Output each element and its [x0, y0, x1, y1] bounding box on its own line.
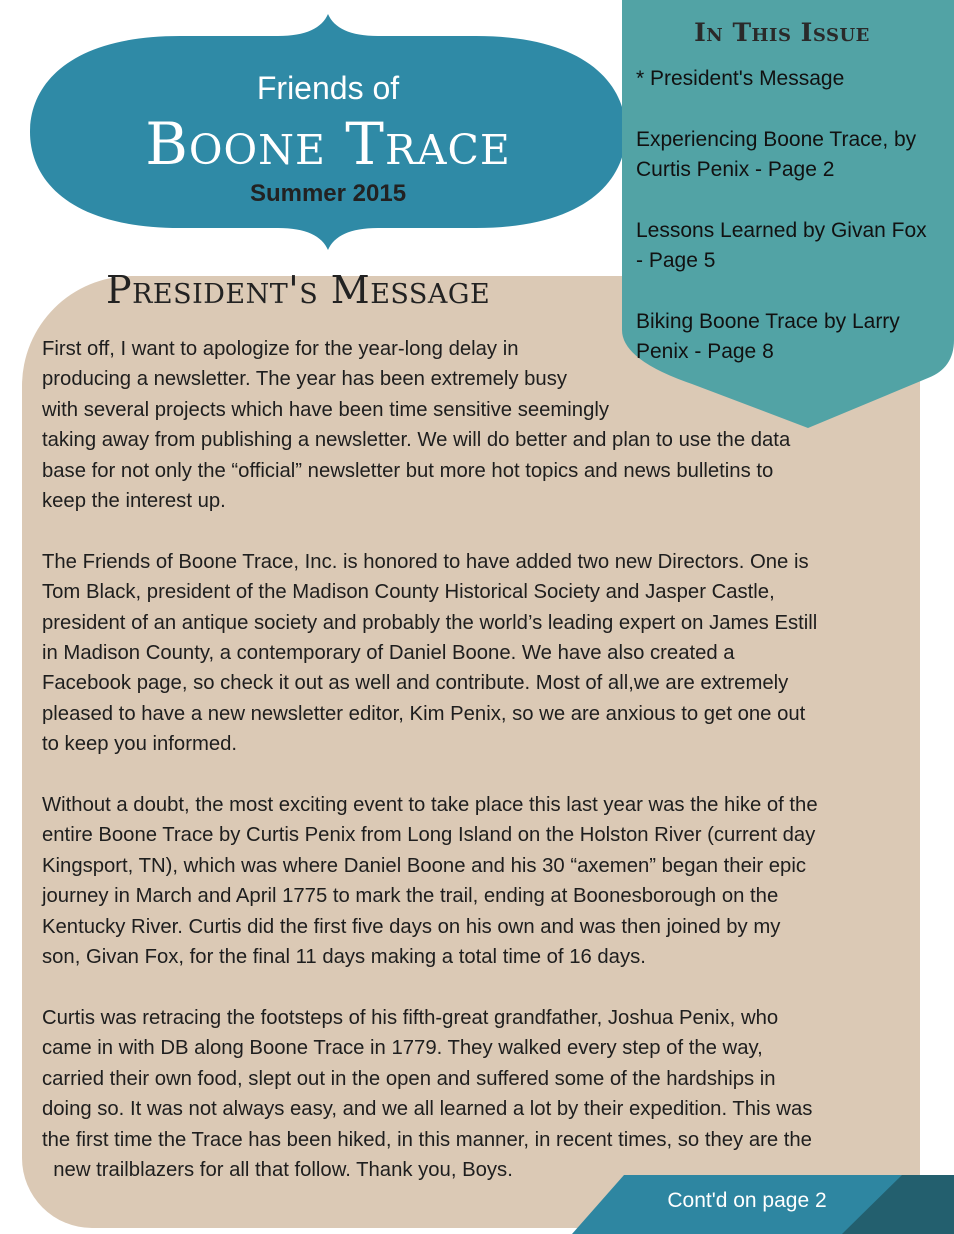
- paragraph-1: First off, I want to apologize for the year-long delay in producing a newsletter. The year has been extremely busy with several projects which have been time sensitive seemingly taking away from publishing a newsletter. We will do better and plan to use the data base for not only the “official” newsletter but more hot topics and news bulletins to keep the interest up.: [42, 338, 791, 513]
- issue-item-presidents-message[interactable]: * President's Message: [636, 67, 845, 90]
- newsletter-title: Boone Trace: [145, 110, 511, 178]
- masthead-subtitle: Friends of: [256, 70, 400, 106]
- masthead-badge: [30, 14, 626, 250]
- paragraph-4: Curtis was retracing the footsteps of his fifth-great grandfather, Joshua Penix, who came in with DB along Boone Trace in 1779. They walked every step of the way, carried their own food, slept out in the open and suffered some of the hardships in doing so. It was not always easy, and we all learned a lot by their expedition. This was the first time the Trace has been hiked, in this manner, in recent times, so they are the new trailblazers for all that follow. Thank you, Boys.: [42, 1006, 813, 1181]
- paragraph-3: Without a doubt, the most exciting event to take place this last year was the hike of the entire Boone Trace by Curtis Penix from Long Island on the Holston River (current day Kingsport, TN), which was where Daniel Boone and his 30 “axemen” began their epic journey in March and April 1775 to mark the trail, ending at Boonesborough on the Kentucky River. Curtis did the first five days on his own and was then joined by my son, Givan Fox, for the final 11 days making a total time of 16 days.: [42, 794, 818, 969]
- issue-item-lessons-learned[interactable]: Lessons Learned by Givan Fox - Page 5: [636, 218, 927, 272]
- continued-banner[interactable]: [572, 1175, 954, 1234]
- continued-label: Cont'd on page 2: [667, 1189, 827, 1212]
- article-body: [42, 334, 914, 1216]
- in-this-issue-title: In This Issue: [694, 18, 870, 47]
- paragraph-2: The Friends of Boone Trace, Inc. is honored to have added two new Directors. One is Tom Black, president of the Madison County Historical Society and Jasper Castle, president of an antique society and probably the world’s leading expert on James Estill in Madison County, a contemporary of Daniel Boone. We have also created a Facebook page, so check it out as well and contribute. Most of all,we are extremely pleased to have a new newsletter editor, Kim Penix, so we are anxious to get one out to keep you informed.: [42, 550, 818, 756]
- issue-date: Summer 2015: [249, 180, 407, 207]
- issue-item-experiencing-boone-trace[interactable]: Experiencing Boone Trace, by Curtis Penix - Page 2: [636, 127, 917, 181]
- issue-item-biking-boone-trace[interactable]: Biking Boone Trace by Larry Penix - Page 8: [636, 309, 900, 363]
- article-heading: President's Message: [106, 268, 491, 312]
